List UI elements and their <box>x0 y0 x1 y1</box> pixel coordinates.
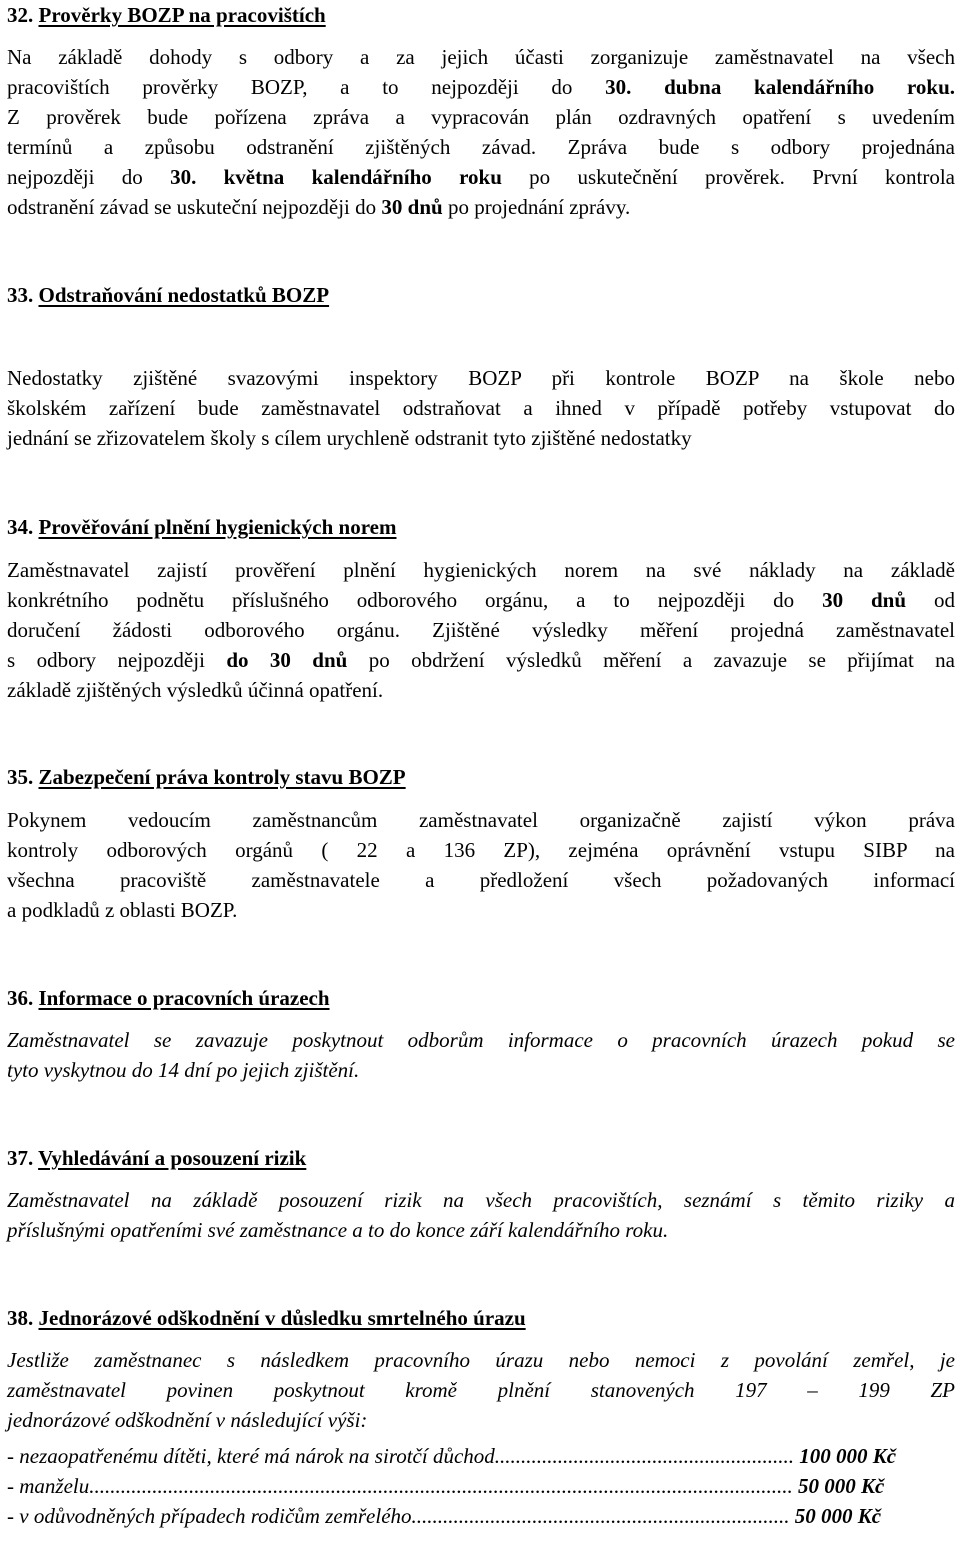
list-item <box>7 1471 955 1501</box>
text-line <box>7 72 955 102</box>
text-run: Zaměstnavatel na základě posouzení rizik na všech pracovištích, seznámí s těmito riziky a <box>7 1188 955 1212</box>
text-line <box>7 1405 955 1435</box>
section-heading: 33. Odstraňování nedostatků BOZP <box>7 283 330 307</box>
text-line <box>7 555 955 585</box>
bold-text-run: 30. května kalendářního roku <box>170 165 502 189</box>
section-body <box>7 1345 955 1435</box>
text-line <box>7 675 955 705</box>
text-line <box>7 645 955 675</box>
dot-leader: ......................................................... <box>494 1444 795 1468</box>
section-32 <box>7 0 955 222</box>
text-line <box>7 895 955 925</box>
section-body <box>7 805 955 925</box>
section-34 <box>7 512 955 705</box>
text-line <box>7 102 955 132</box>
item-text: - v odůvodněných případech rodičům zemřelého <box>7 1504 412 1528</box>
text-run: jednání se zřizovatelem školy s cílem urychleně odstranit tyto zjištěné nedostatky <box>7 426 692 450</box>
text-line <box>7 1215 955 1245</box>
text-run: po uskutečnění prověrek. První kontrola <box>501 165 956 189</box>
text-run: po obdržení výsledků měření a zavazuje se přijímat na <box>347 648 955 672</box>
text-run: Na základě dohody s odbory a za jejich účasti zorganizuje zaměstnavatel na všech <box>7 45 955 69</box>
dot-leader: ...................................................................................................................................... <box>89 1474 793 1498</box>
text-line <box>7 192 955 222</box>
item-text: - nezaopatřenému dítěti, které má nárok na sirotčí důchod <box>7 1444 495 1468</box>
section-heading: 38. Jednorázové odškodnění v důsledku smrtelného úrazu <box>7 1306 526 1330</box>
section-body <box>7 1185 955 1245</box>
text-run: doručení žádosti odborového orgánu. Zjištěné výsledky měření projedná zaměstnavatel <box>7 618 955 642</box>
section-heading: 34. Prověřování plnění hygienických norem <box>7 515 397 539</box>
text-line <box>7 393 955 423</box>
text-line <box>7 1025 955 1055</box>
text-line <box>7 1185 955 1215</box>
bold-text-run: do 30 dnů <box>226 648 348 672</box>
text-run: příslušnými opatřeními své zaměstnance a to do konce září kalendářního roku. <box>7 1218 669 1242</box>
text-run: Jestliže zaměstnanec s následkem pracovního úrazu nebo nemoci z povolání zemřel, je <box>7 1348 955 1372</box>
text-run: kontroly odborových orgánů ( 22 a 136 ZP), zejména oprávnění vstupu SIBP na <box>7 838 955 862</box>
text-line <box>7 423 955 453</box>
text-run: pracovištích prověrky BOZP, a to nejpozději do <box>7 75 606 99</box>
text-line <box>7 615 955 645</box>
item-amount: 100 000 Kč <box>794 1444 897 1468</box>
section-heading: 32. Prověrky BOZP na pracovištích <box>7 3 326 27</box>
text-line <box>7 42 955 72</box>
section-body <box>7 1025 955 1085</box>
text-line <box>7 1055 955 1085</box>
text-run: Z prověrek bude pořízena zpráva a vypracován plán ozdravných opatření s uvedením <box>7 105 955 129</box>
bold-text-run: 30 dnů <box>822 588 907 612</box>
text-line <box>7 1375 955 1405</box>
text-run: základě zjištěných výsledků účinná opatření. <box>7 678 384 702</box>
list-item <box>7 1441 955 1471</box>
text-run: Zaměstnavatel zajistí prověření plnění hygienických norem na své náklady na základě <box>7 558 955 582</box>
text-line <box>7 835 955 865</box>
text-line <box>7 585 955 615</box>
text-run: Nedostatky zjištěné svazovými inspektory BOZP při kontrole BOZP na škole nebo <box>7 366 955 390</box>
section-33 <box>7 280 955 453</box>
text-line <box>7 805 955 835</box>
text-line <box>7 1345 955 1375</box>
section-body <box>7 42 955 222</box>
item-amount: 50 000 Kč <box>792 1474 885 1498</box>
item-text: - manželu <box>7 1474 90 1498</box>
text-line <box>7 132 955 162</box>
section-body <box>7 363 955 453</box>
text-run: tyto vyskytnou do 14 dní po jejich zjištění. <box>7 1058 360 1082</box>
text-run: jednorázové odškodnění v následující výši: <box>7 1408 368 1432</box>
list-item <box>7 1501 955 1531</box>
text-run: Zaměstnavatel se zavazuje poskytnout odborům informace o pracovních úrazech pokud se <box>7 1028 955 1052</box>
text-line <box>7 363 955 393</box>
text-run: Pokynem vedoucím zaměstnancům zaměstnavatel organizačně zajistí výkon práva <box>7 808 955 832</box>
text-run: konkrétního podnětu příslušného odborového orgánu, a to nejpozději do <box>7 588 823 612</box>
text-run: školském zařízení bude zaměstnavatel odstraňovat a ihned v případě potřeby vstupovat do <box>7 396 955 420</box>
compensation-list <box>7 1441 955 1531</box>
section-38 <box>7 1303 955 1531</box>
section-heading: 37. Vyhledávání a posouzení rizik <box>7 1146 307 1170</box>
section-36 <box>7 983 955 1085</box>
text-line <box>7 865 955 895</box>
bold-text-run: 30. dubna kalendářního roku. <box>605 75 955 99</box>
section-35 <box>7 762 955 925</box>
text-run: po projednání zprávy. <box>442 195 631 219</box>
section-37 <box>7 1143 955 1245</box>
text-run: nejpozději do <box>7 165 171 189</box>
text-run: od <box>906 588 955 612</box>
text-run: a podkladů z oblasti BOZP. <box>7 898 238 922</box>
section-body <box>7 555 955 705</box>
text-run: zaměstnavatel povinen poskytnout kromě plnění stanovených 197 – 199 ZP <box>7 1378 955 1402</box>
text-line <box>7 162 955 192</box>
section-heading: 36. Informace o pracovních úrazech <box>7 986 330 1010</box>
section-heading: 35. Zabezpečení práva kontroly stavu BOZP <box>7 765 406 789</box>
item-amount: 50 000 Kč <box>789 1504 882 1528</box>
text-run: termínů a způsobu odstranění zjištěných závad. Zpráva bude s odbory projednána <box>7 135 955 159</box>
text-run: s odbory nejpozději <box>7 648 227 672</box>
bold-text-run: 30 dnů <box>381 195 443 219</box>
text-run: všechna pracoviště zaměstnavatele a předložení všech požadovaných informací <box>7 868 955 892</box>
dot-leader: ........................................................................ <box>411 1504 790 1528</box>
text-run: odstranění závad se uskuteční nejpozději do <box>7 195 382 219</box>
